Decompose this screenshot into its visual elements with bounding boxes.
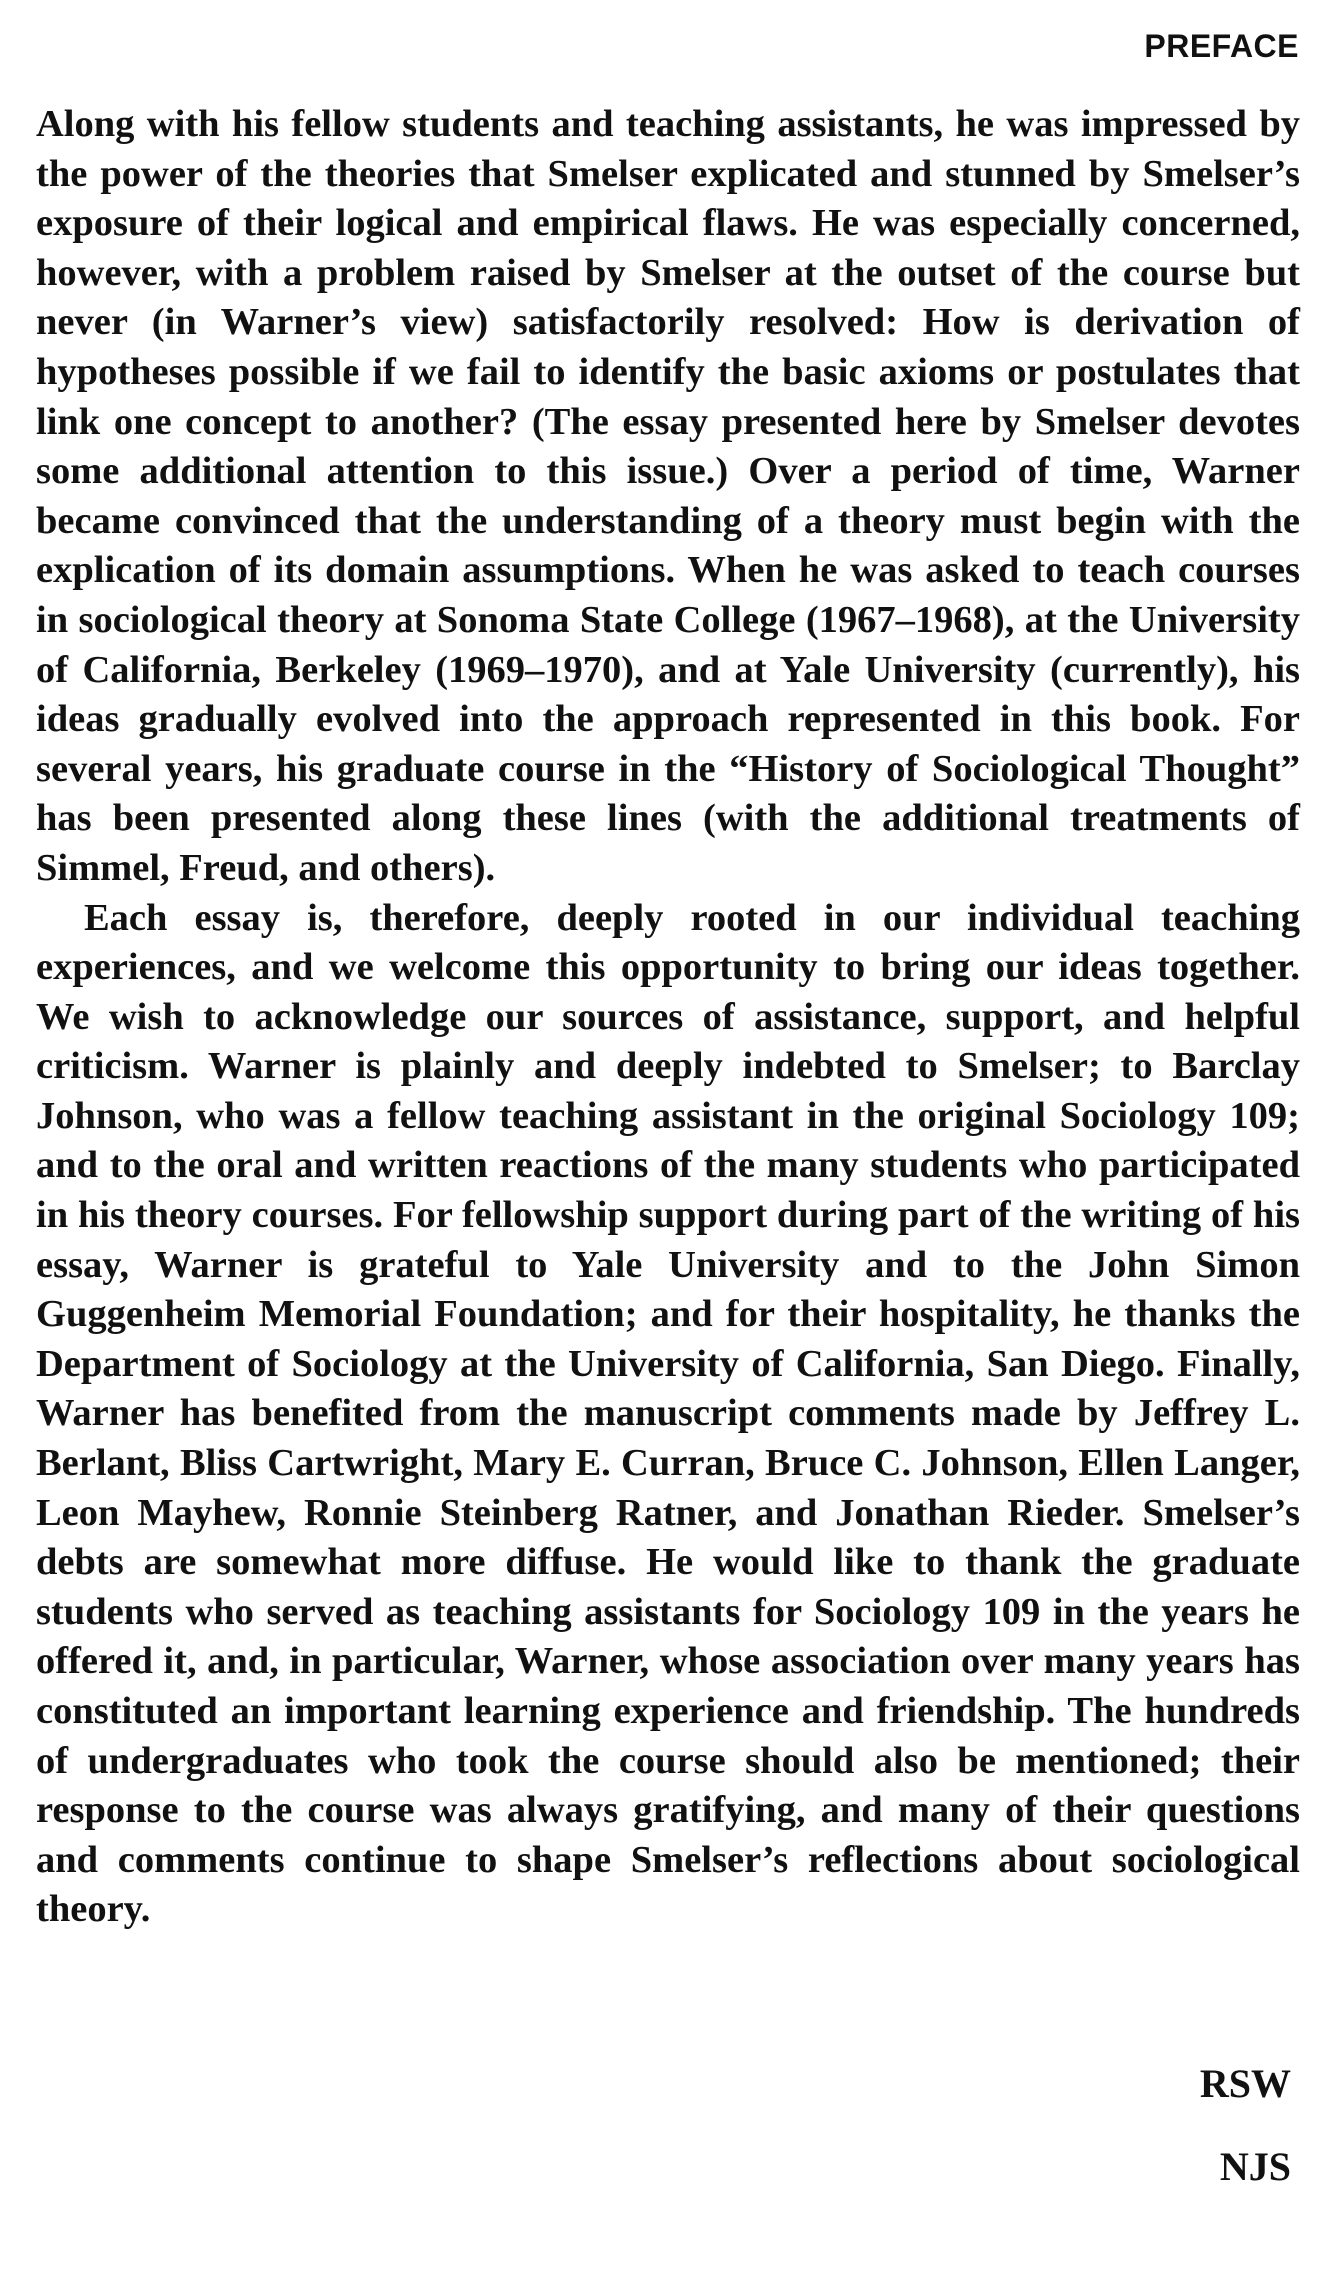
signature-initials-rsw: RSW — [1199, 2061, 1291, 2106]
running-head: PREFACE — [1144, 28, 1299, 64]
paragraph: Each essay is, therefore, deeply rooted in our individual teaching experiences, and we welcome this opportunity to bring our ideas together. We wish to acknowledge our sources of assistance, support, and helpful criticism. Warner is plainly and deeply indebted to Smelser; to Barclay Johnson, who was a fellow teaching assistant in the original Sociology 109; and to the oral and written reactions of the many students who participated in his theory courses. For fellowship support during part of the writing of his essay, Warner is grateful to Yale University and to the John Simon Guggenheim Memorial Foundation; and for their hospitality, he thanks the Department of Sociology at the University of California, San Diego. Finally, Warner has benefited from the manuscript comments made by Jeffrey L. Berlant, Bliss Cartwright, Mary E. Curran, Bruce C. Johnson, Ellen Langer, Leon Mayhew, Ronnie Steinberg Ratner, and Jonathan Rieder. Smelser’s debts are somewhat more diffuse. He would like to thank the graduate students who served as teaching assistants for Sociology 109 in the years he offered it, and, in particular, Warner, whose association over many years has constituted an important learning experience and friendship. The hundreds of undergraduates who took the course should also be mentioned; their response to the course was always gratifying, and many of their questions and comments continue to shape Smelser’s reflections about sociological theory. — [36, 896, 1300, 1931]
body-text — [36, 100, 1300, 1935]
paragraph: Along with his fellow students and teaching assistants, he was impressed by the power of the theories that Smelser explicated and stunned by Smelser’s exposure of their logical and empirical flaws. He was especially concerned, however, with a problem raised by Smelser at the outset of the course but never (in Warner’s view) satisfactorily resolved: How is derivation of hypotheses possible if we fail to identify the basic axioms or postulates that link one concept to another? (The essay presented here by Smelser devotes some additional attention to this issue.) Over a period of time, Warner became convinced that the understanding of a theory must begin with the explication of its domain assumptions. When he was asked to teach courses in sociological theory at Sonoma State College (1967–1968), at the University of California, Berkeley (1969–1970), and at Yale University (currently), his ideas gradually evolved into the approach represented in this book. For several years, his graduate course in the “History of Sociological Thought” has been presented along these lines (with the additional treatments of Simmel, Freud, and others). — [36, 103, 1300, 889]
signature-initials-njs: NJS — [1219, 2144, 1291, 2189]
